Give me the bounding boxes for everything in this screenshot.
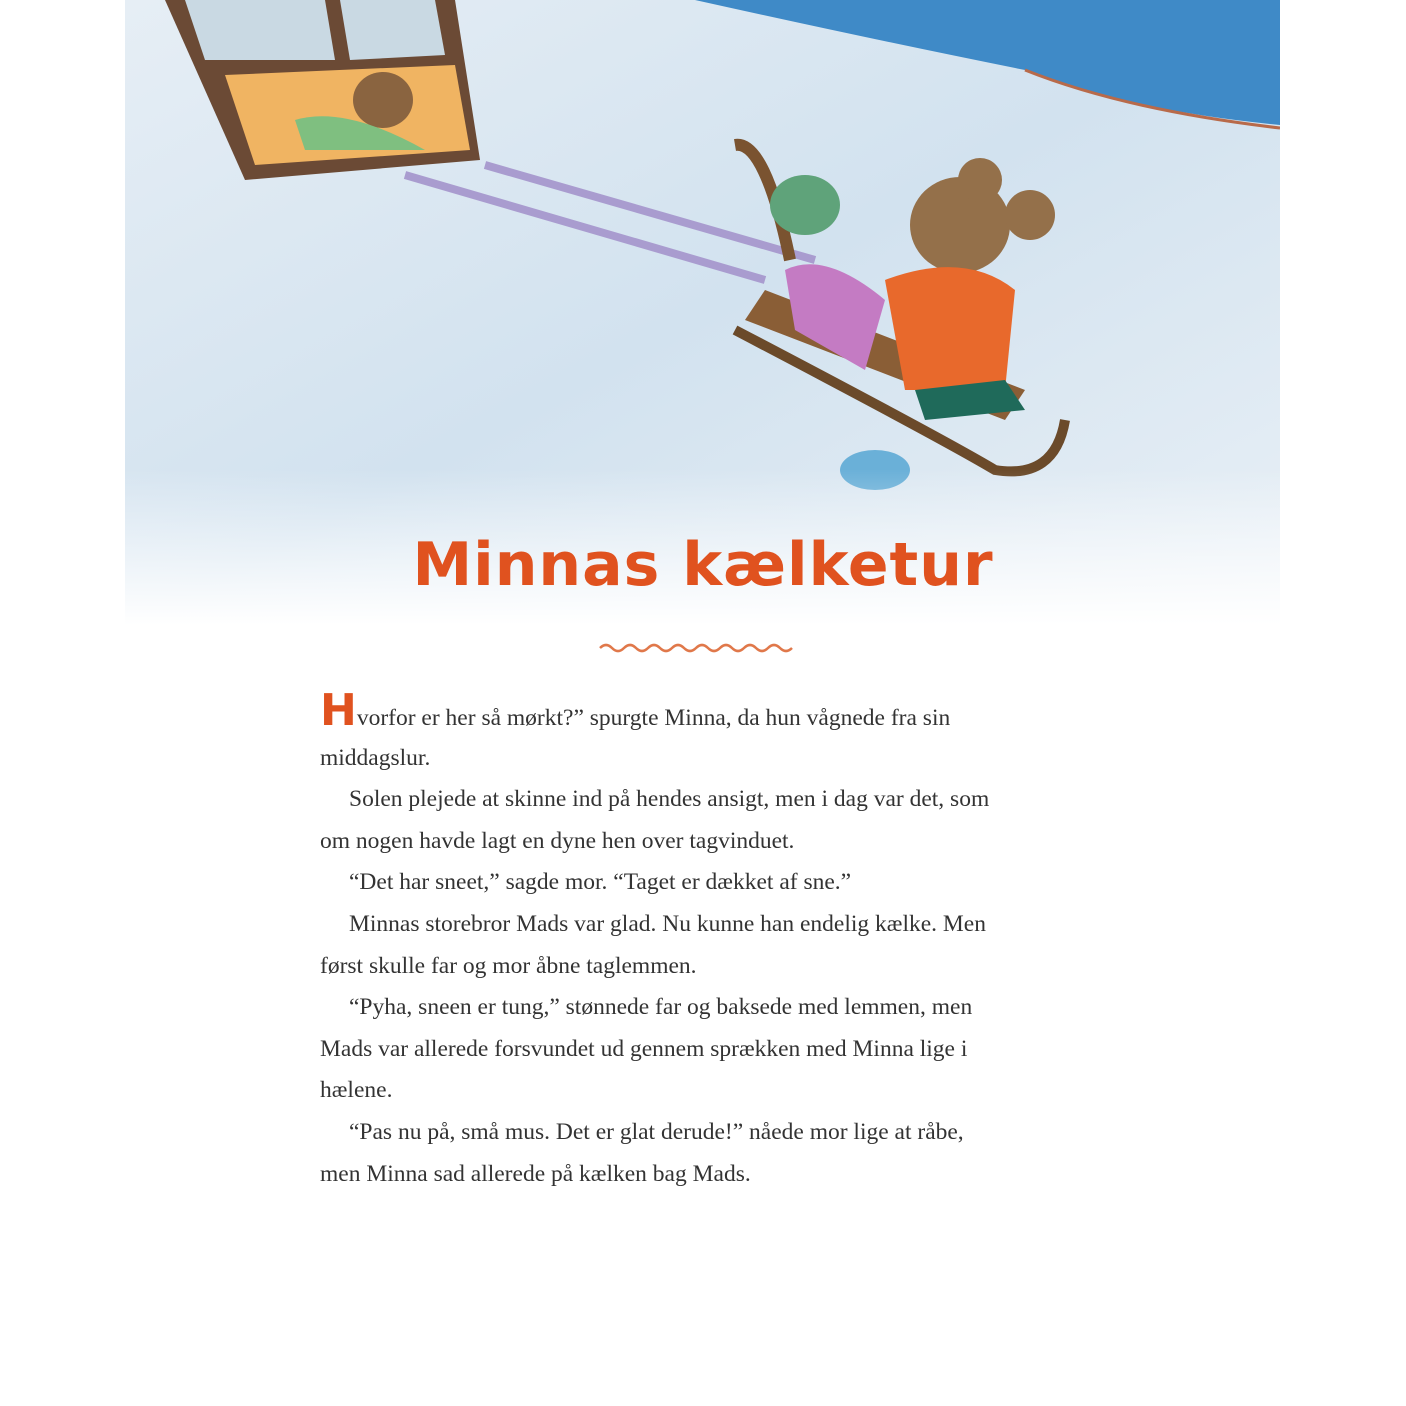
story-line-text: “Pas nu på, små mus. Det er glat derude!” nåede mor lige at råbe, xyxy=(349,1118,964,1145)
story-line-text: “Det har sneet,” sagde mor. “Taget er dækket af sne.” xyxy=(349,869,852,896)
story-line-text: Solen plejede at skinne ind på hendes ansigt, men i dag var det, som xyxy=(349,786,990,813)
story-line xyxy=(320,821,1120,863)
story-line-text: først skulle far og mor åbne taglemmen. xyxy=(320,952,697,979)
story-line xyxy=(320,1029,1120,1071)
story-line xyxy=(320,987,1120,1029)
story-title: Minnas kælketur xyxy=(412,530,994,600)
story-line xyxy=(320,1112,1120,1154)
story-line xyxy=(320,1154,1120,1196)
story-text xyxy=(320,685,1120,1195)
story-line-text: Mads var allerede forsvundet ud gennem sprækken med Minna lige i xyxy=(320,1035,968,1062)
drop-cap: H xyxy=(320,685,357,736)
story-line xyxy=(320,738,1120,780)
story-line xyxy=(320,946,1120,988)
story-line-text: hælene. xyxy=(320,1077,393,1104)
story-line-text: vorfor er her så mørkt?” spurgte Minna, da hun vågnede fra sin xyxy=(356,705,951,731)
story-line xyxy=(320,862,1120,904)
story-line xyxy=(320,779,1120,821)
story-line-text: om nogen havde lagt en dyne hen over tagvinduet. xyxy=(320,827,795,854)
story-line-text: Minnas storebror Mads var glad. Nu kunne han endelig kælke. Men xyxy=(349,910,986,937)
story-line-text: “Pyha, sneen er tung,” stønnede far og baksede med lemmen, men xyxy=(349,994,973,1021)
story-line-text: men Minna sad allerede på kælken bag Mads. xyxy=(320,1160,751,1187)
story-line-text: middagslur. xyxy=(320,744,431,771)
story-line xyxy=(320,1070,1120,1112)
decorative-wavy-divider xyxy=(598,640,798,656)
story-line xyxy=(320,904,1120,946)
story-line xyxy=(320,685,1120,738)
